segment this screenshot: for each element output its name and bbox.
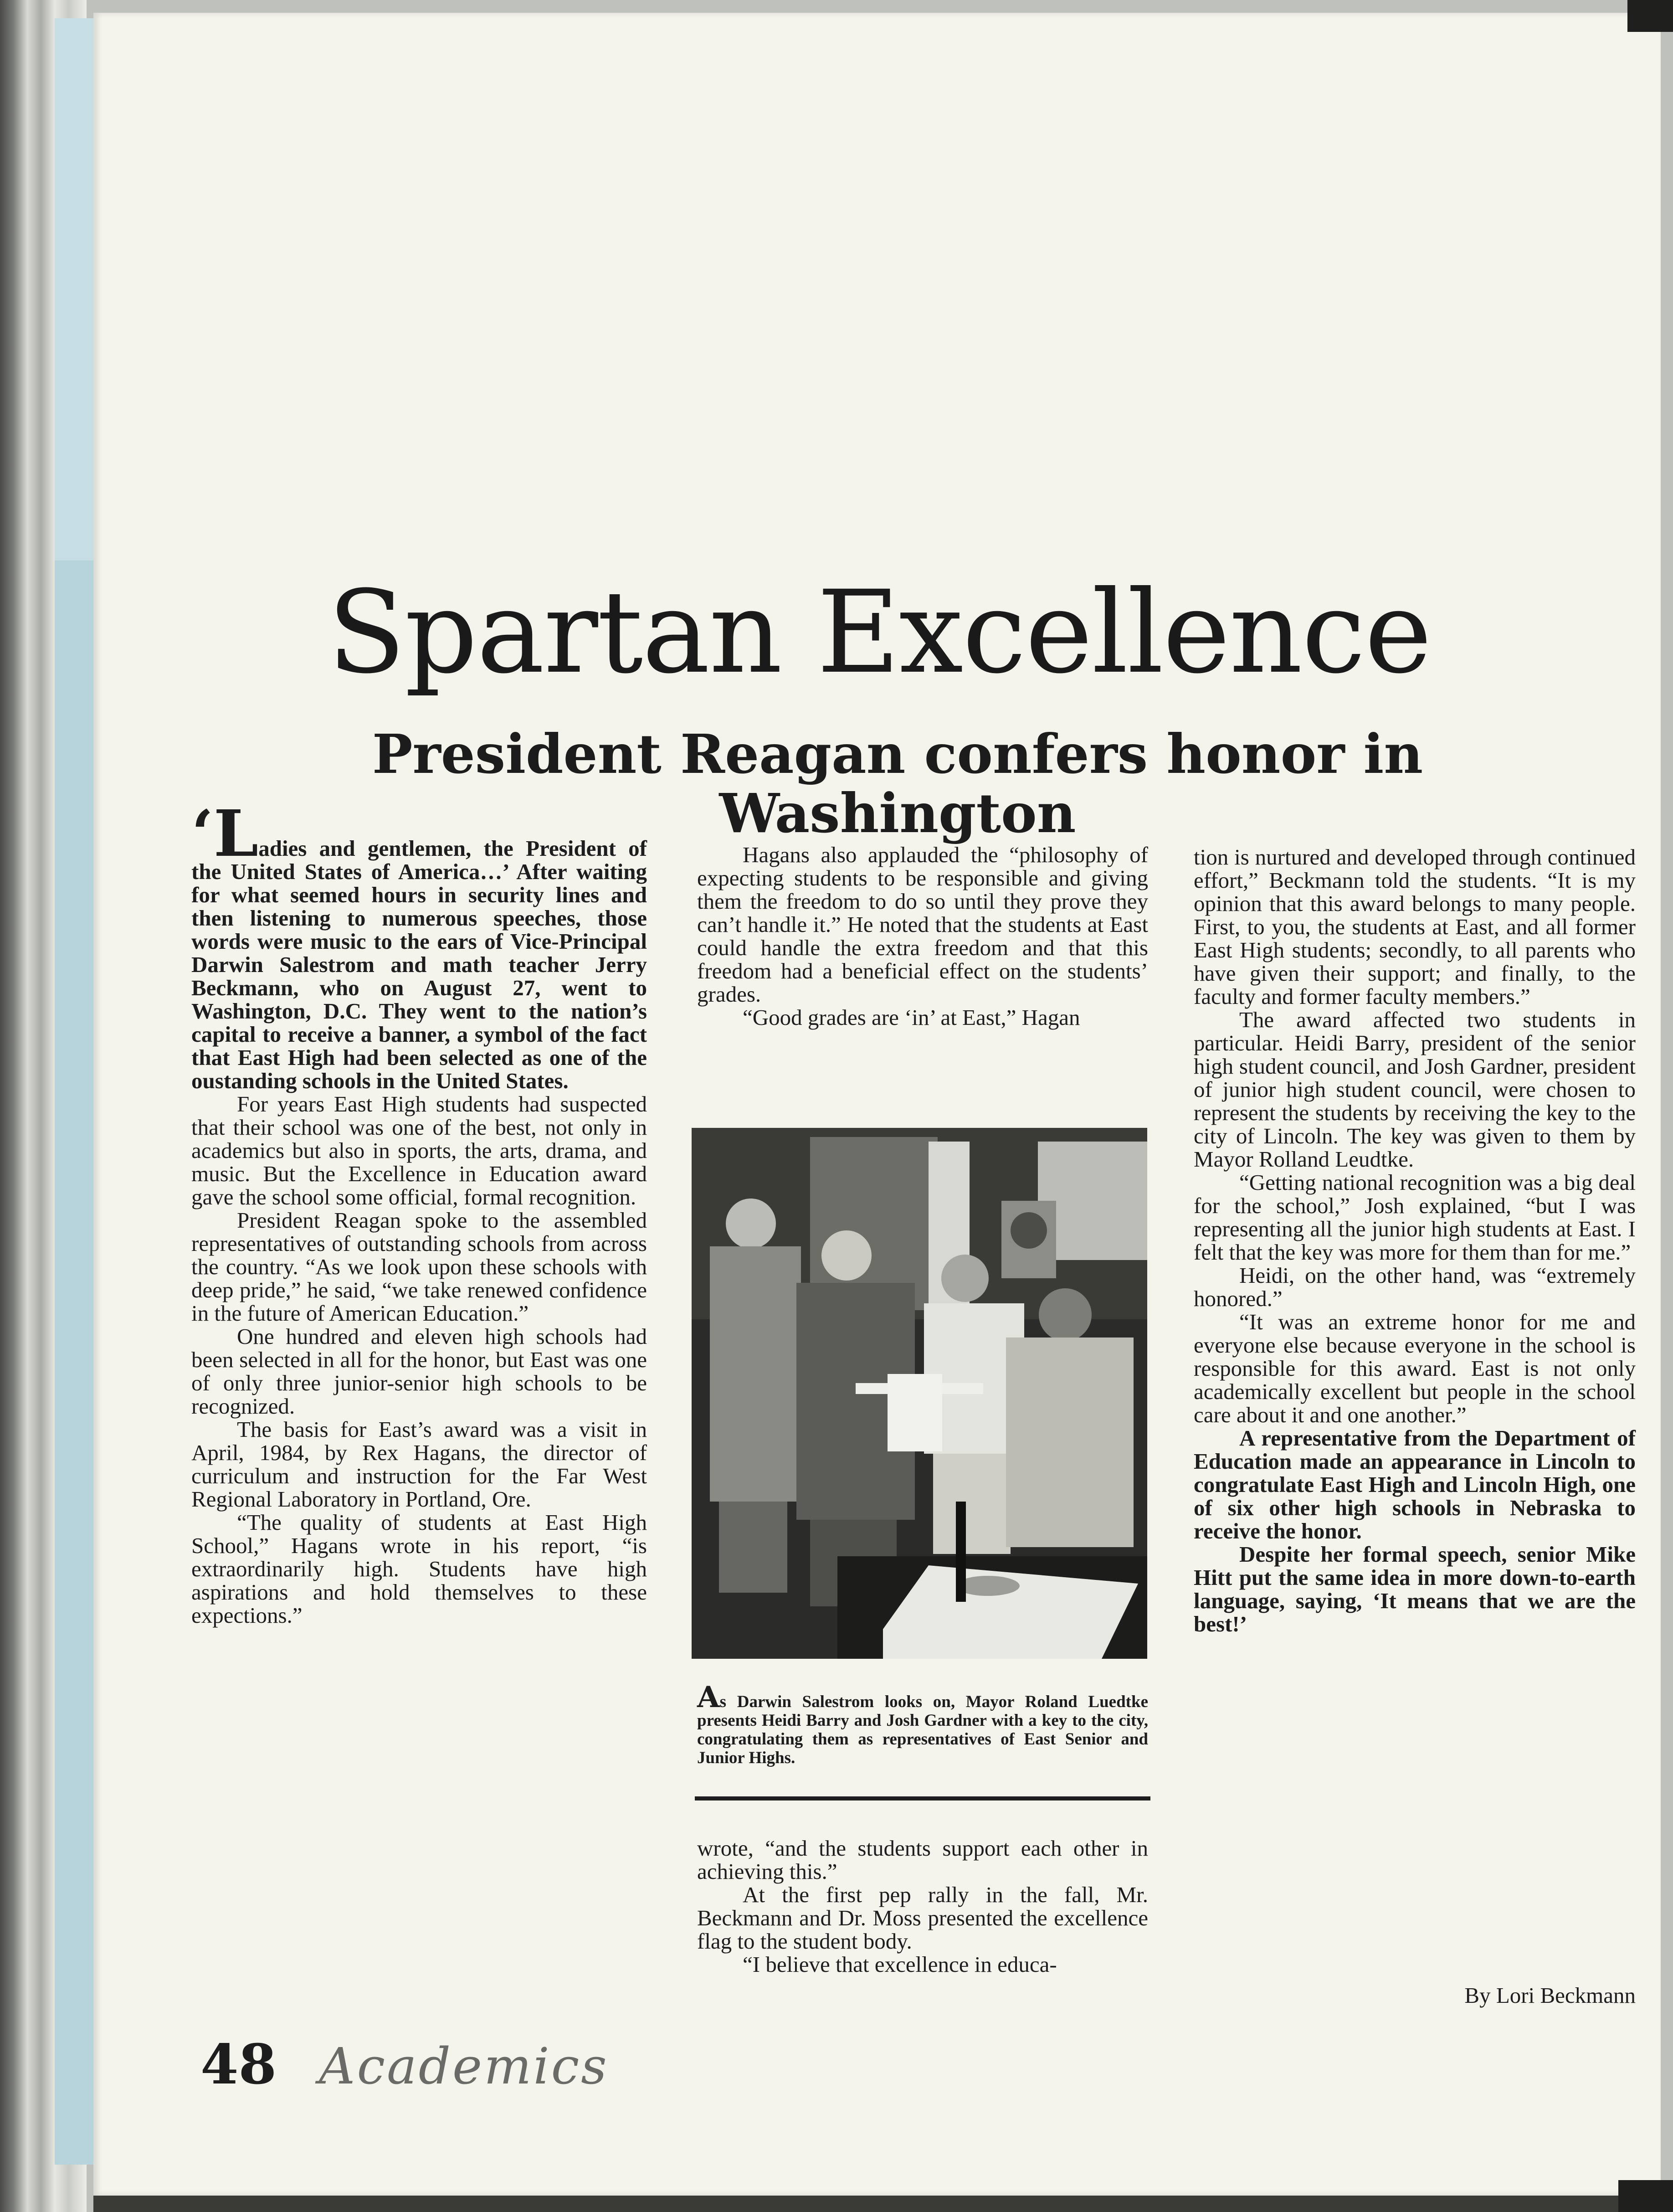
paragraph: “Getting national recognition was a big deal for the school,” Josh explained, “but I was representing all the junior high students at East. I felt that the key was more for them than for me.” — [1194, 1170, 1636, 1265]
paragraph: “The quality of students at East High School,” Hagans wrote in his report, “is extraordinarily high. Students have high aspirations and hold themselves to these expections.” — [191, 1510, 647, 1628]
paragraph: “I believe that excellence in educa- — [743, 1952, 1057, 1977]
article-column-3 — [1194, 845, 1636, 1636]
paragraph: Heidi, on the other hand, was “extremely honored.” — [1194, 1263, 1636, 1311]
page-number: 48 — [200, 2032, 277, 2097]
paragraph: A representative from the Department of Education made an appearance in Lincoln to congratulate East High and Lincoln High, one of six other high schools in Nebraska to receive the honor. — [1194, 1425, 1636, 1543]
page-title: Spartan Excellence — [327, 566, 1432, 699]
lead-paragraph: ‘Ladies and gentlemen, the President of the United States of America…’ After waiting for what seemed hours in security lines and then listening to numerous speeches, those words were music to the ears of Vice-Principal Darwin Salestrom and math teacher Jerry Beckmann, who on August 27, went to Washington, D.C. They went to the nation’s capital to receive a banner, a symbol of the fact that East High had been selected as one of the oustanding schools in the United States. — [191, 797, 647, 1093]
paragraph: Hagans also applauded the “philosophy of expecting students to be responsible and giving them the freedom to do so until they prove they can’t handle it.” He noted that the students at East could handle the extra freedom and that this freedom had a beneficial effect on the students’ grades. — [697, 842, 1148, 1007]
corner-shadow — [1627, 0, 1673, 32]
photo-caption: As Darwin Salestrom looks on, Mayor Roland Luedtke presents Heidi Barry and Josh Gardner with a key to the city, congratulating them as representatives of East Senior and Junior Highs. — [697, 1680, 1148, 1767]
paragraph: tion is nurtured and developed through continued effort,” Beckmann told the students. “It is my opinion that this award belongs to many people. First, to you, the students at East, and all former East High students; secondly, to all parents who have given their support; and finally, to the faculty and former faculty members.” — [1194, 844, 1636, 1009]
page-bottom-edge — [93, 2196, 1661, 2212]
paragraph: The basis for East’s award was a visit in April, 1984, by Rex Hagans, the director of curriculum and instruction for the Far West Regional Laboratory in Portland, Ore. — [191, 1417, 647, 1512]
paragraph: For years East High students had suspected that their school was one of the best, not only in academics but also in sports, the arts, drama, and music. But the Excellence in Education award gave the school some official, formal recognition. — [191, 1091, 647, 1209]
section-name: Academics — [319, 2037, 609, 2095]
paragraph: “It was an extreme honor for me and everyone else because everyone in the school is responsible for this award. East is not only academically excellent but people in the school care about it and one another.” — [1194, 1309, 1636, 1427]
paragraph: President Reagan spoke to the assembled representatives of outstanding schools from across the country. “As we look upon these schools with deep pride,” he said, “we take renewed confidence in the future of American Education.” — [191, 1208, 647, 1326]
photo-illustration — [692, 1128, 1147, 1659]
news-photo — [692, 1128, 1147, 1659]
paragraph: “Good grades are ‘in’ at East,” Hagan — [743, 1005, 1080, 1030]
byline: By Lori Beckmann — [1464, 1983, 1636, 2008]
paragraph: One hundred and eleven high schools had been selected in all for the honor, but East was one of only three junior-senior high schools to be recognized. — [191, 1324, 647, 1419]
article-column-1 — [191, 797, 647, 1628]
article-column-2 — [697, 843, 1148, 1029]
caption-divider — [695, 1796, 1150, 1800]
paragraph: The award affected two students in particular. Heidi Barry, president of the senior high student council, and Josh Gardner, president of junior high student council, were chosen to represent the students by receiving the key to the city of Lincoln. The key was given to them by Mayor Rolland Leudtke. — [1194, 1007, 1636, 1172]
page-subtitle: President Reagan confers honor in Washington — [372, 722, 1423, 845]
drop-cap: ‘L — [191, 797, 259, 871]
paragraph: Despite her formal speech, senior Mike Hitt put the same idea in more down-to-earth language, saying, ‘It means that we are the best!’ — [1194, 1542, 1636, 1636]
article-column-2-continued — [697, 1836, 1148, 1976]
paragraph: At the first pep rally in the fall, Mr. Beckmann and Dr. Moss presented the excellence flag to the student body. — [697, 1882, 1148, 1954]
corner-shadow-bottom — [1618, 2180, 1673, 2212]
caption-initial: A — [697, 1680, 720, 1714]
paragraph: wrote, “and the students support each other in achieving this.” — [697, 1836, 1148, 1884]
page-edge-strip-lower — [55, 561, 96, 2165]
